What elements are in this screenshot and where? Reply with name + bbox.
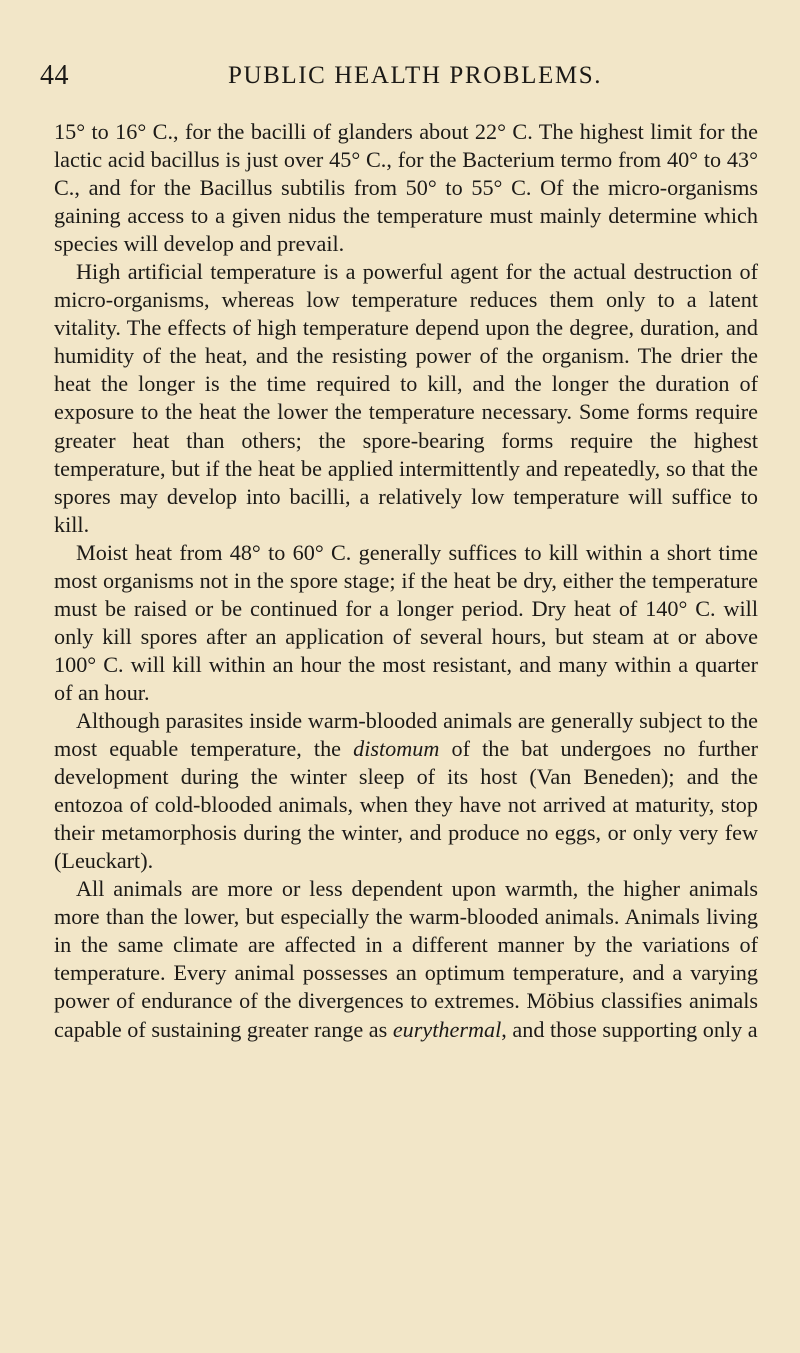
running-head [0,60,800,100]
paragraph-4-text-b: of the bat undergoes no further development during the winter sleep of its host (Van Beneden); and the entozoa of cold-blooded animals, when they have not arrived at maturity, stop their metamorphosis during the winter, and produce no eggs, or only very few (Leuckart). [54,736,758,874]
paragraph-5 [54,875,758,1043]
paragraph-4 [54,707,758,875]
paragraph-2-text: High artificial temperature is a powerful agent for the actual destruction of micro-organisms, whereas low temperature reduces them only to a latent vitality. The effects of high temperature depend upon the degree, duration, and humidity of the heat, and the resisting power of the organism. The drier the heat the longer is the time required to kill, and the longer the duration of exposure to the heat the lower the temperature necessary. Some forms require greater heat than others; the spore-bearing forms require the highest temperature, but if the heat be applied intermittently and repeatedly, so that the spores may develop into bacilli, a relatively low temperature will suffice to kill. [54,259,758,537]
italic-term-eurythermal: eurythermal [392,1016,502,1042]
page-number: 44 [40,60,69,91]
paragraph-4-text-a: Although parasites inside warm-blooded animals are generally subject to the most equable temperature, the [54,707,758,762]
paragraph-3-text: Moist heat from 48° to 60° C. generally suffices to kill within a short time most organisms not in the spore stage; if the heat be dry, either the temperature must be raised or be continued for a longer period. Dry heat of 140° C. will only kill spores after an application of several hours, but steam at or above 100° C. will kill within an hour the most resistant, and many within a quarter of an hour. [54,539,758,705]
italic-term-distomum: distomum [353,736,440,762]
paragraph-1 [54,118,758,258]
paragraph-5-text-b: , and those supporting only a [501,1016,758,1042]
paragraph-5-text-a: All animals are more or less dependent upon warmth, the higher animals more than the lower, but especially the warm-blooded animals. Animals living in the same climate are affected in a different manner by the variations of temperature. Every animal possesses an optimum temperature, and a varying power of endurance of the divergences to extremes. Möbius classifies animals capable of sustaining greater range as [54,876,758,1042]
paragraph-1-text: 15° to 16° C., for the bacilli of glanders about 22° C. The highest limit for the lactic acid bacillus is just over 45° C., for the Bacterium termo from 40° to 43° C., and for the Bacillus subtilis from 50° to 55° C. Of the micro-organisms gaining access to a given nidus the temperature must mainly determine which species will develop and prevail. [54,119,758,257]
paragraph-2 [54,258,758,538]
paragraph-3 [54,539,758,707]
running-title: PUBLIC HEALTH PROBLEMS. [227,62,603,89]
body-text [54,118,758,1044]
